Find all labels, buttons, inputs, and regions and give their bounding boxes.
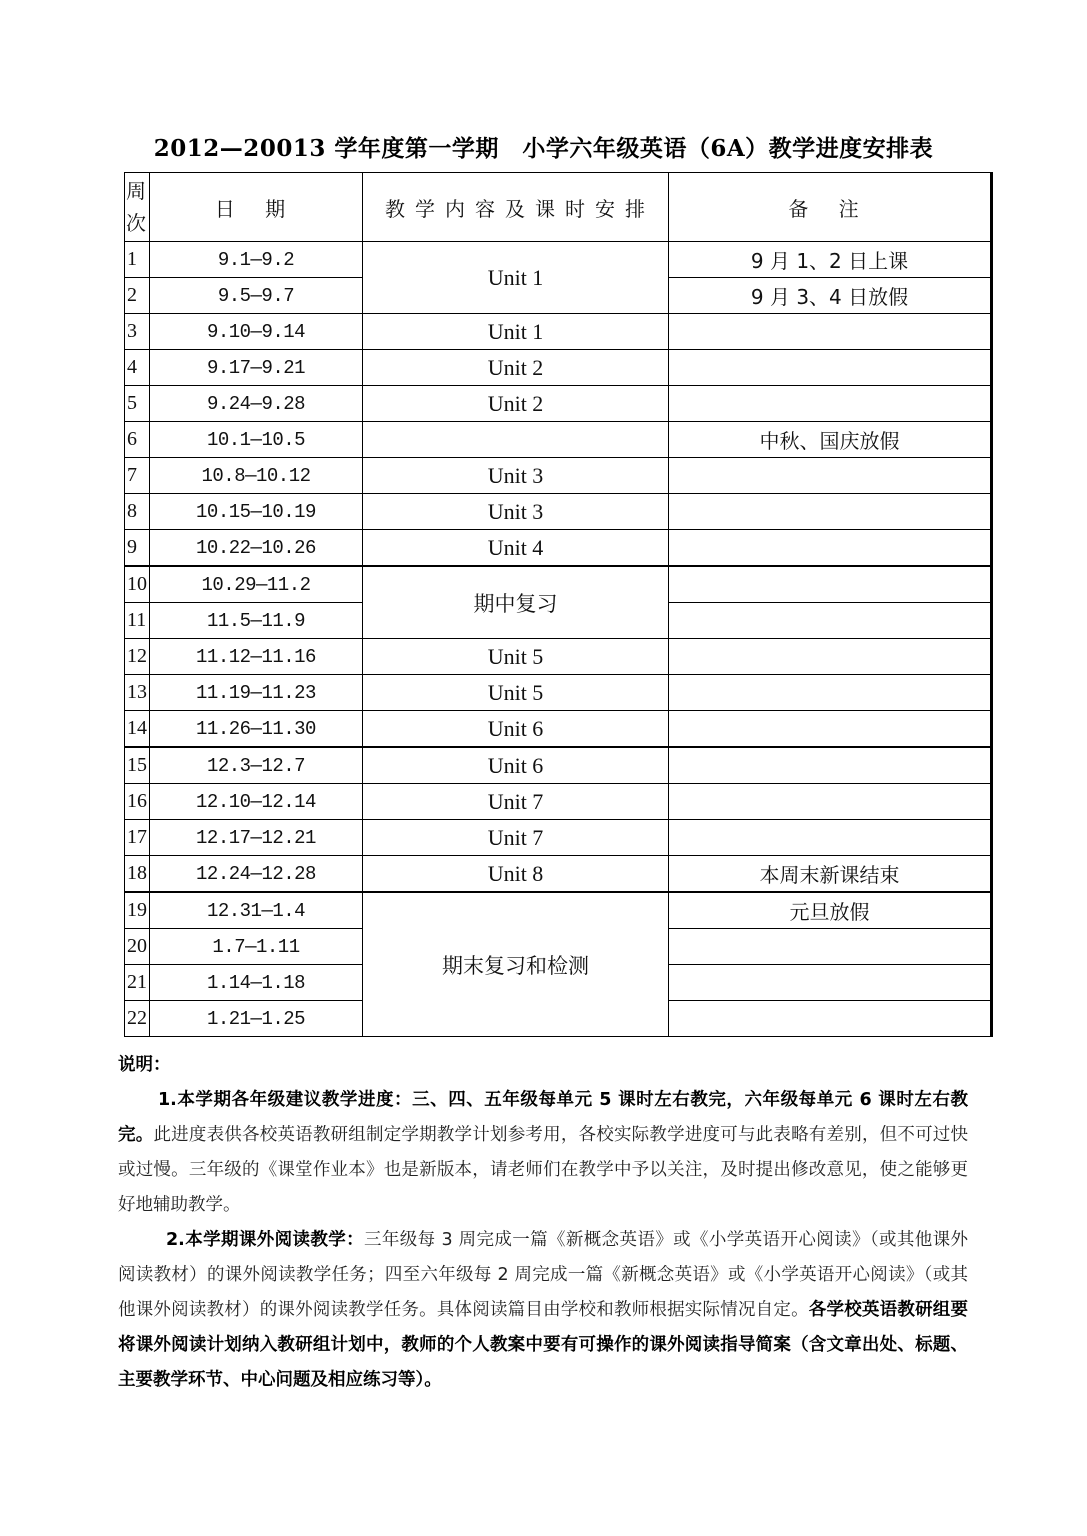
date-cell: 11.19—11.23 bbox=[150, 675, 363, 711]
week-cell: 17 bbox=[125, 820, 150, 856]
week-cell: 8 bbox=[125, 494, 150, 530]
week-cell: 11 bbox=[125, 603, 150, 639]
note-cell: 9 月 3、4 日放假 bbox=[669, 278, 992, 314]
week-cell: 20 bbox=[125, 929, 150, 965]
content-cell: 期末复习和检测 bbox=[363, 892, 669, 1037]
note-cell bbox=[669, 386, 992, 422]
note-cell bbox=[669, 784, 992, 820]
notes-section bbox=[118, 1048, 968, 1398]
week-cell: 4 bbox=[125, 350, 150, 386]
note-cell bbox=[669, 675, 992, 711]
note-cell bbox=[669, 639, 992, 675]
notes-item-2 bbox=[118, 1223, 968, 1398]
table-header-row bbox=[125, 173, 992, 242]
week-cell: 3 bbox=[125, 314, 150, 350]
table-row bbox=[125, 242, 992, 278]
note-cell bbox=[669, 350, 992, 386]
content-cell: Unit 6 bbox=[363, 711, 669, 748]
week-cell: 2 bbox=[125, 278, 150, 314]
note-cell bbox=[669, 494, 992, 530]
date-cell: 10.15—10.19 bbox=[150, 494, 363, 530]
week-cell: 15 bbox=[125, 747, 150, 784]
table-row bbox=[125, 422, 992, 458]
date-cell: 9.17—9.21 bbox=[150, 350, 363, 386]
week-cell: 13 bbox=[125, 675, 150, 711]
table-row bbox=[125, 711, 992, 748]
date-cell: 12.17—12.21 bbox=[150, 820, 363, 856]
table-row bbox=[125, 530, 992, 567]
content-cell: 期中复习 bbox=[363, 566, 669, 639]
note-cell bbox=[669, 747, 992, 784]
content-cell: Unit 3 bbox=[363, 458, 669, 494]
table-row bbox=[125, 386, 992, 422]
week-cell: 9 bbox=[125, 530, 150, 567]
note-cell bbox=[669, 929, 992, 965]
header-content: 教学内容及课时安排 bbox=[363, 173, 669, 242]
date-cell: 1.14—1.18 bbox=[150, 965, 363, 1001]
week-cell: 5 bbox=[125, 386, 150, 422]
date-cell: 9.5—9.7 bbox=[150, 278, 363, 314]
content-cell: Unit 8 bbox=[363, 856, 669, 893]
note-cell bbox=[669, 530, 992, 567]
notes-item-1-bold: 1.本学期各年级建议教学进度：三、四、五年级每单元 5 课时左右教完，六年级每单元 6 课时左右教完。 bbox=[118, 1090, 968, 1145]
date-cell: 9.10—9.14 bbox=[150, 314, 363, 350]
date-cell: 11.5—11.9 bbox=[150, 603, 363, 639]
content-cell: Unit 6 bbox=[363, 747, 669, 784]
date-cell: 12.10—12.14 bbox=[150, 784, 363, 820]
date-cell: 10.8—10.12 bbox=[150, 458, 363, 494]
week-cell: 10 bbox=[125, 566, 150, 603]
date-cell: 12.3—12.7 bbox=[150, 747, 363, 784]
date-cell: 11.12—11.16 bbox=[150, 639, 363, 675]
notes-item-2-text: 三年级每 3 周完成一篇《新概念英语》或《小学英语开心阅读》（或其他课外阅读教材）的课外阅读教学任务；四至六年级每 2 周完成一篇《新概念英语》或《小学英语开心阅读》（或其他课外阅读教材）的课外阅读教学任务。具体阅读篇目由学校和教师根据实际情况自定。 bbox=[118, 1230, 969, 1320]
header-note: 备 注 bbox=[669, 173, 992, 242]
table-row bbox=[125, 566, 992, 603]
table-row bbox=[125, 856, 992, 893]
content-cell: Unit 3 bbox=[363, 494, 669, 530]
content-cell: Unit 7 bbox=[363, 784, 669, 820]
date-cell: 1.21—1.25 bbox=[150, 1001, 363, 1037]
week-cell: 19 bbox=[125, 892, 150, 929]
week-cell: 16 bbox=[125, 784, 150, 820]
schedule-table bbox=[124, 172, 993, 1037]
week-cell: 14 bbox=[125, 711, 150, 748]
note-cell bbox=[669, 965, 992, 1001]
week-cell: 12 bbox=[125, 639, 150, 675]
week-cell: 22 bbox=[125, 1001, 150, 1037]
note-cell bbox=[669, 820, 992, 856]
content-cell: Unit 5 bbox=[363, 675, 669, 711]
week-cell: 21 bbox=[125, 965, 150, 1001]
table-row bbox=[125, 350, 992, 386]
note-cell: 中秋、国庆放假 bbox=[669, 422, 992, 458]
date-cell: 12.31—1.4 bbox=[150, 892, 363, 929]
date-cell: 1.7—1.11 bbox=[150, 929, 363, 965]
date-cell: 11.26—11.30 bbox=[150, 711, 363, 748]
note-cell bbox=[669, 314, 992, 350]
note-cell bbox=[669, 1001, 992, 1037]
table-row bbox=[125, 639, 992, 675]
date-cell: 10.22—10.26 bbox=[150, 530, 363, 567]
content-cell: Unit 1 bbox=[363, 314, 669, 350]
note-cell: 本周末新课结束 bbox=[669, 856, 992, 893]
note-cell bbox=[669, 458, 992, 494]
note-cell: 9 月 1、2 日上课 bbox=[669, 242, 992, 278]
date-cell: 10.29—11.2 bbox=[150, 566, 363, 603]
table-row bbox=[125, 747, 992, 784]
table-row bbox=[125, 784, 992, 820]
table-row bbox=[125, 314, 992, 350]
header-week: 周次 bbox=[125, 173, 150, 242]
content-cell: Unit 2 bbox=[363, 350, 669, 386]
week-cell: 6 bbox=[125, 422, 150, 458]
date-cell: 12.24—12.28 bbox=[150, 856, 363, 893]
notes-item-1-text: 此进度表供各校英语教研组制定学期教学计划参考用，各校实际教学进度可与此表略有差别，但不可过快或过慢。三年级的《课堂作业本》也是新版本，请老师们在教学中予以关注，及时提出修改意见，使之能够更好地辅助教学。 bbox=[118, 1125, 969, 1215]
notes-item-2-bold-end: 各学校英语教研组要将课外阅读计划纳入教研组计划中，教师的个人教案中要有可操作的课外阅读指导简案（含文章出处、标题、主要教学环节、中心问题及相应练习等）。 bbox=[118, 1300, 968, 1390]
date-cell: 9.24—9.28 bbox=[150, 386, 363, 422]
page-title: 2012—20013 学年度第一学期 小学六年级英语（6A）教学进度安排表 bbox=[153, 135, 934, 162]
note-cell bbox=[669, 566, 992, 603]
week-cell: 7 bbox=[125, 458, 150, 494]
content-cell: Unit 4 bbox=[363, 530, 669, 567]
date-cell: 10.1—10.5 bbox=[150, 422, 363, 458]
notes-item-2-bold: 2.本学期课外阅读教学： bbox=[166, 1230, 365, 1250]
note-cell bbox=[669, 711, 992, 748]
content-cell: Unit 7 bbox=[363, 820, 669, 856]
content-cell: Unit 2 bbox=[363, 386, 669, 422]
note-cell bbox=[669, 603, 992, 639]
notes-heading: 说明： bbox=[118, 1055, 171, 1075]
content-cell bbox=[363, 422, 669, 458]
week-cell: 1 bbox=[125, 242, 150, 278]
content-cell: Unit 1 bbox=[363, 242, 669, 314]
week-cell: 18 bbox=[125, 856, 150, 893]
date-cell: 9.1—9.2 bbox=[150, 242, 363, 278]
table-row bbox=[125, 820, 992, 856]
table-row bbox=[125, 458, 992, 494]
table-row bbox=[125, 494, 992, 530]
note-cell: 元旦放假 bbox=[669, 892, 992, 929]
notes-item-1 bbox=[118, 1083, 968, 1223]
header-date: 日 期 bbox=[150, 173, 363, 242]
content-cell: Unit 5 bbox=[363, 639, 669, 675]
table-row bbox=[125, 892, 992, 929]
table-row bbox=[125, 675, 992, 711]
